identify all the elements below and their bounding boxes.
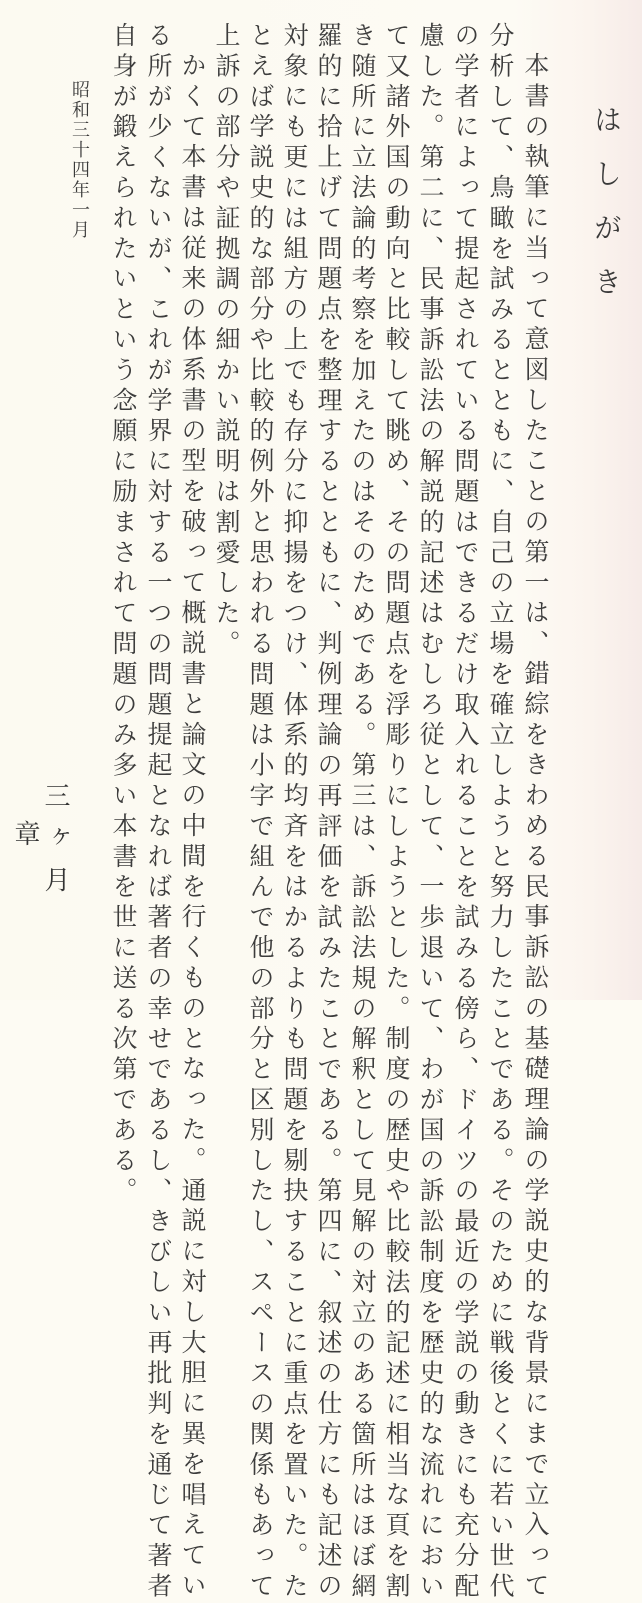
page-title: はしがき xyxy=(590,105,623,321)
text-column: 本書の執筆に当って意図したことの第一は、錯綜をきわめる民事訴訟の基礎理論の学説史的な背景にまで立入って xyxy=(521,52,550,1603)
text-column: 慮した。第二に、民事訴訟法の解説的記述はむしろ従として、一歩退いて、わが国の訴訟制度を歴史的な流れにおい xyxy=(416,22,445,1603)
author-family-name: 三ヶ月 xyxy=(40,782,70,908)
date-line: 昭和三十四年一月 xyxy=(69,80,90,240)
text-column: 分析して、鳥瞰を試みるとともに、自己の立場を確立しようと努力したことである。そのために戦後とくに若い世代 xyxy=(486,22,515,1603)
text-column: き随所に立法論的考察を加えたのはそのためである。第三は、訴訟法規の解釈として見解の対立のある箇所はほぼ網 xyxy=(348,22,377,1603)
text-column: 自身が鍛えられたいという念願に励まされて問題のみ多い本書を世に送る次第である。 xyxy=(109,22,138,1208)
author-signature xyxy=(10,782,70,908)
text-column: 対象にも更には組方の上でも存分に抑揚をつけ、体系的均斉をはかるよりも問題を剔抉することに重点を置いた。た xyxy=(280,22,309,1603)
text-column: かくて本書は従来の体系書の型を破って概説書と論文の中間を行くものとなった。通説に対し大胆に異を唱えてい xyxy=(178,52,207,1603)
text-column: る所が少くないが、これが学界に対する一つの問題提起となれば著者の幸せであるし、きびしい再批判を通じて著者 xyxy=(144,22,173,1603)
text-column: て又諸外国の動向と比較して眺め、その問題点を浮彫りにしようとした。制度の歴史や比較法的記述に相当な頁を割 xyxy=(382,22,411,1603)
text-column: 羅的に拾上げて問題点を整理するとともに、判例理論の再評価を試みたことである。第四に、叙述の仕方にも記述の xyxy=(314,22,343,1603)
text-column: とえば学説史的な部分や比較的例外と思われる問題は小字で組んで他の部分と区別したし、スペースの関係もあって xyxy=(246,22,275,1603)
text-column: の学者によって提起されている問題はできるだけ取入れることを試みる傍ら、ドイツの最近の学説の動きにも充分配 xyxy=(451,22,480,1603)
author-given-name: 章 xyxy=(10,820,40,846)
text-column: 上訴の部分や証拠調の細かい説明は割愛した。 xyxy=(212,22,241,661)
